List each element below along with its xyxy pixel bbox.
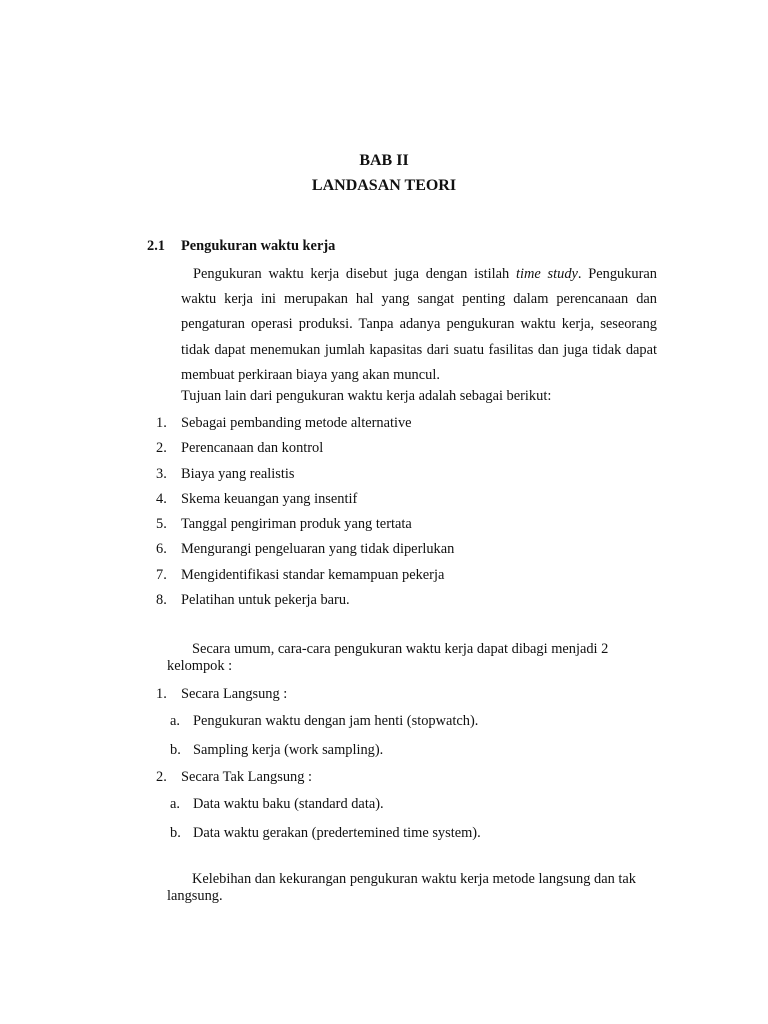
list-item-number: 2.: [156, 440, 167, 457]
sub-item-letter: b.: [170, 825, 181, 841]
sub-item-text: Data waktu gerakan (predertemined time system).: [193, 825, 481, 841]
list-item-number: 7.: [156, 566, 167, 583]
methods-intro-paragraph: Secara umum, cara-cara pengukuran waktu kerja dapat dibagi menjadi 2 kelompok :: [167, 641, 609, 674]
method-number: 2.: [156, 769, 167, 785]
intro-paragraph: [181, 262, 657, 388]
list-item-text: Sebagai pembanding metode alternative: [181, 415, 412, 431]
method-number: 1.: [156, 686, 167, 702]
list-item-text: Pelatihan untuk pekerja baru.: [181, 592, 350, 609]
list-item-text: Skema keuangan yang insentif: [181, 490, 358, 507]
section-number: 2.1: [147, 238, 165, 254]
sub-item-text: Pengukuran waktu dengan jam henti (stopwatch).: [193, 713, 479, 729]
intro-text-end: . Pengukuran waktu kerja ini merupakan hal yang sangat penting dalam perencanaan dan pengaturan operasi produksi. Tanpa adanya pengukuran waktu kerja, seseorang tidak dapat menemukan jumlah kapasitas dari suatu fasilitas dan juga tidak dapat membuat perkiraan biaya yang akan muncul.: [181, 266, 657, 383]
sub-item-letter: a.: [170, 796, 180, 812]
list-item-text: Perencanaan dan kontrol: [181, 440, 324, 457]
list-item-text: Biaya yang realistis: [181, 465, 295, 482]
intro-last-line: Tujuan lain dari pengukuran waktu kerja adalah sebagai berikut:: [181, 388, 552, 404]
method-heading: Secara Langsung :: [181, 686, 288, 702]
list-item-number: 6.: [156, 541, 167, 558]
list-item-number: 8.: [156, 592, 167, 609]
chapter-label: BAB II: [359, 152, 409, 169]
list-item-number: 3.: [156, 465, 167, 482]
list-item-text: Mengidentifikasi standar kemampuan pekerja: [181, 566, 445, 583]
section-title: Pengukuran waktu kerja: [181, 238, 336, 254]
sub-item-text: Sampling kerja (work sampling).: [193, 742, 384, 758]
sub-item-letter: a.: [170, 713, 180, 729]
list-item-text: Tanggal pengiriman produk yang tertata: [181, 516, 412, 533]
sub-item-letter: b.: [170, 742, 181, 758]
intro-term: time study: [516, 266, 578, 282]
closing-paragraph: Kelebihan dan kekurangan pengukuran waktu kerja metode langsung dan tak langsung.: [167, 871, 636, 904]
list-item-number: 1.: [156, 415, 167, 431]
list-item-text: Mengurangi pengeluaran yang tidak diperlukan: [181, 541, 455, 558]
chapter-title: LANDASAN TEORI: [311, 177, 457, 194]
list-item-number: 4.: [156, 490, 167, 507]
intro-text-start: Pengukuran waktu kerja disebut juga dengan istilah: [193, 266, 516, 282]
method-heading: Secara Tak Langsung :: [181, 769, 312, 785]
list-item-number: 5.: [156, 516, 167, 533]
sub-item-text: Data waktu baku (standard data).: [193, 796, 384, 812]
